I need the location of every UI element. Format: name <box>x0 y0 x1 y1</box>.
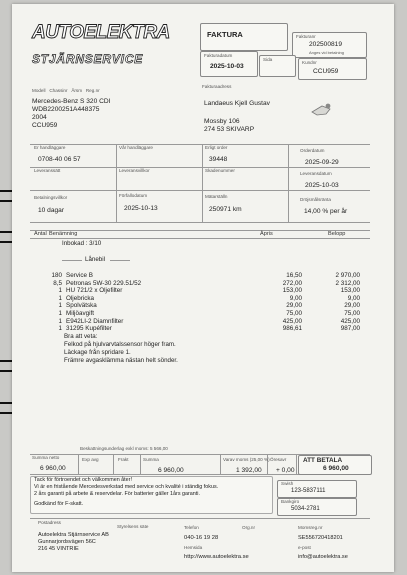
desc-header: Benämning <box>49 231 78 237</box>
order-date-label: Orderdatum <box>300 148 325 153</box>
postal-address-label: Postadress <box>38 520 61 525</box>
vehicle-model: Mercedes-Benz S 320 CDI <box>32 98 111 105</box>
vat-label: Varav moms (25,00 %) <box>223 457 270 462</box>
invoice-no: 202500819 <box>309 41 343 48</box>
bankgiro-box <box>277 498 357 516</box>
totals-divider <box>296 454 297 474</box>
paperclip-mark <box>308 100 336 118</box>
sum-label: Summa <box>143 457 159 462</box>
page-box <box>259 55 296 77</box>
doc-title-box <box>200 23 288 51</box>
amount-header: Belopp <box>328 231 346 237</box>
info-divider <box>30 167 370 168</box>
page-label: Sida <box>263 57 273 62</box>
email-label: e-post <box>298 545 311 550</box>
total-value: 6 960,00 <box>323 465 349 472</box>
order-value: 39448 <box>209 156 228 163</box>
intro-line: Inbokad : 3/10 <box>62 240 102 247</box>
invoice-date: 2025-10-03 <box>210 63 244 70</box>
item-price: 9,00 <box>289 294 302 302</box>
address-label: Fakturaadress <box>202 84 232 89</box>
item-row <box>40 295 360 303</box>
item-amount: 9,00 <box>347 294 360 302</box>
items-header-bottom <box>30 238 370 239</box>
item-price: 16,50 <box>286 272 302 279</box>
item-price: 75,00 <box>286 309 302 317</box>
items-header-top <box>30 230 370 231</box>
vat-basis: Beskattningsunderlag exkl moms: 5 566,00 <box>80 446 168 451</box>
remark-line: Läckage från spridare 1. <box>64 349 131 356</box>
payment-terms-label: Betalningsvillkor <box>34 195 68 200</box>
info-divider <box>30 190 370 191</box>
odometer-value: 250971 km <box>209 206 242 213</box>
swish-box <box>277 480 357 498</box>
delivery-terms-label: Leveransvillkor <box>119 168 150 173</box>
vatno-label: Momsreg.nr <box>298 525 323 530</box>
odometer-label: Mätarställn <box>205 194 228 199</box>
bankgiro-value: 5034-2781 <box>291 506 320 512</box>
item-amount: 2 970,00 <box>335 272 360 279</box>
postal-address-line: Gunnarjordsvägen 56C <box>38 539 96 545</box>
item-row <box>40 287 360 295</box>
info-col-divider <box>288 144 289 222</box>
vehicle-reg: CCU959 <box>32 122 58 129</box>
bankgiro-label: Bankgiro <box>281 499 300 504</box>
item-qty: 1 <box>58 309 62 317</box>
item-price: 425,00 <box>282 317 302 325</box>
postal-address-line: 216 45 VINTRIE <box>38 546 79 552</box>
seat-label: Styrelsens säte <box>117 524 149 529</box>
qty-header: Antal <box>34 231 47 237</box>
org-label: Org.nr <box>242 525 256 530</box>
item-desc: Spolvätska <box>66 302 97 310</box>
our-handler-label: Vår handläggare <box>119 145 153 150</box>
company-logo-subtitle: STJÄRNSERVICE <box>32 52 144 66</box>
item-desc: Miljöavgift <box>66 309 94 317</box>
item-desc: Petronas 5W-30 229.51/52 <box>66 279 142 287</box>
rounding-value: + 0,00 <box>276 467 295 474</box>
email-link[interactable]: info@autoelektra.se <box>298 554 348 560</box>
footer-divider <box>30 518 370 519</box>
customer-no: CCU959 <box>313 68 339 75</box>
order-date-value: 2025-09-29 <box>305 159 339 166</box>
item-row <box>40 280 360 288</box>
invoice-no-label: Fakturanr <box>296 34 316 39</box>
address-street: Mossby 106 <box>204 118 240 125</box>
item-qty: 1 <box>58 317 62 325</box>
totals-divider <box>220 454 221 474</box>
info-col-divider <box>202 144 203 222</box>
item-price: 986,61 <box>282 325 302 333</box>
item-amount: 29,00 <box>344 302 360 310</box>
info-divider <box>30 222 370 223</box>
vatno-value: SE556720418201 <box>298 535 343 541</box>
remark-line: Felkod på hjulvarvtalssensor höger fram. <box>64 341 176 348</box>
item-amount: 153,00 <box>340 287 360 295</box>
sum-value: 6 960,00 <box>158 467 184 474</box>
info-divider <box>30 144 370 145</box>
remark-line: Bra att veta: <box>64 333 98 340</box>
customer-no-label: Kundnr <box>302 60 317 65</box>
loan-car-label: Lånebil <box>85 256 105 263</box>
item-desc: 31295 Kupéfilter <box>66 325 112 333</box>
items-table <box>40 272 360 333</box>
freight-label: Frakt <box>118 457 129 462</box>
thanks-line: Vi är en fristående Mercedesverkstad med service och kvalité i ständig fokus. <box>34 484 219 490</box>
remark-line: Främre avgasklämma nästan helt sönder. <box>64 357 178 364</box>
item-row <box>40 318 360 326</box>
vat-value: 1 392,00 <box>236 467 262 474</box>
total-label: ATT BETALA <box>303 457 343 464</box>
swish-value: 123-5837111 <box>291 488 326 494</box>
handler-label: Er handläggare <box>34 145 66 150</box>
item-qty: 180 <box>51 272 62 279</box>
customer-no-box <box>298 58 367 80</box>
vehicle-year: 2004 <box>32 114 47 121</box>
item-amount: 75,00 <box>344 309 360 317</box>
vehicle-chassis: WDB2200251A448375 <box>32 106 100 113</box>
item-price: 272,00 <box>282 279 302 287</box>
total-box <box>298 455 372 475</box>
item-desc: E942LI-2 Diamnfilter <box>66 317 124 325</box>
company-logo: AUTOELEKTRA <box>32 22 170 43</box>
price-header: Àpris <box>260 231 273 237</box>
address-name: Landaeus Kjell Gustav <box>204 100 270 107</box>
item-qty: 1 <box>58 325 62 333</box>
net-value: 6 960,00 <box>40 465 66 472</box>
item-row <box>40 272 360 280</box>
item-price: 29,00 <box>286 302 302 310</box>
thanks-line: Godkänd för F-skatt. <box>34 501 84 507</box>
item-amount: 987,00 <box>340 325 360 333</box>
due-date-label: Förfallodatum <box>119 193 148 198</box>
phone-label: Telefon <box>184 525 199 530</box>
interest-value: 14,00 % per år <box>304 208 348 215</box>
vehicle-labels: Modell Chassinr Årsm Reg.nr <box>32 88 100 93</box>
invoice-no-note: Anges vid betalning <box>309 50 344 55</box>
item-row <box>40 302 360 310</box>
interest-label: Dröjsmålsränta <box>300 197 331 202</box>
doc-title: FAKTURA <box>207 30 243 39</box>
due-date-value: 2025-10-13 <box>124 205 158 212</box>
postal-address-line: Autoelektra Stjärnservice AB <box>38 532 109 538</box>
fee-label: Exp avg <box>82 457 99 462</box>
item-row <box>40 325 360 333</box>
thanks-line: Tack för förtroendet och välkommen åter! <box>34 477 132 483</box>
invoice-page <box>12 4 394 572</box>
thanks-line: 2 års garanti på arbete & reservdelar. För batterier gäller 1års garanti. <box>34 491 200 497</box>
item-qty: 1 <box>58 294 62 302</box>
claim-no-label: Skadenummer <box>205 168 235 173</box>
loan-car-line-left <box>62 260 82 261</box>
invoice-date-box <box>200 51 258 77</box>
delivery-date-label: Leveransdatum <box>300 171 332 176</box>
item-row <box>40 310 360 318</box>
payment-terms-value: 10 dagar <box>38 207 65 214</box>
item-price: 153,00 <box>282 287 302 295</box>
totals-divider <box>140 454 141 474</box>
handler-value: 0708-40 06 57 <box>38 156 81 163</box>
invoice-no-box <box>292 32 367 58</box>
net-label: Summa netto <box>32 455 60 460</box>
item-amount: 2 312,00 <box>335 279 360 287</box>
address-city: 274 53 SKIVARP <box>204 126 255 133</box>
phone-value: 040-16 19 28 <box>184 535 219 541</box>
item-qty: 8,5 <box>53 279 62 287</box>
delivery-date-value: 2025-10-03 <box>305 182 339 189</box>
totals-divider <box>78 454 79 474</box>
swish-label: Swish <box>281 481 294 486</box>
item-desc: Oljebricka <box>66 294 94 302</box>
invoice-date-label: Fakturadatum <box>204 53 233 58</box>
item-amount: 425,00 <box>340 317 360 325</box>
totals-divider <box>113 454 114 474</box>
delivery-method-label: Leveranssätt <box>34 168 61 173</box>
item-desc: Service B <box>66 272 93 279</box>
rounding-label: Öresavr <box>270 457 287 462</box>
item-qty: 1 <box>58 302 62 310</box>
order-label: Erligt order <box>205 145 228 150</box>
web-link[interactable]: http://www.autoelektra.se <box>184 554 249 560</box>
item-qty: 1 <box>58 287 62 295</box>
web-label: Hemsida <box>184 545 203 550</box>
loan-car-line-right <box>110 260 130 261</box>
info-col-divider <box>116 144 117 222</box>
item-desc: HU 721/2 x Oljefilter <box>66 287 123 295</box>
